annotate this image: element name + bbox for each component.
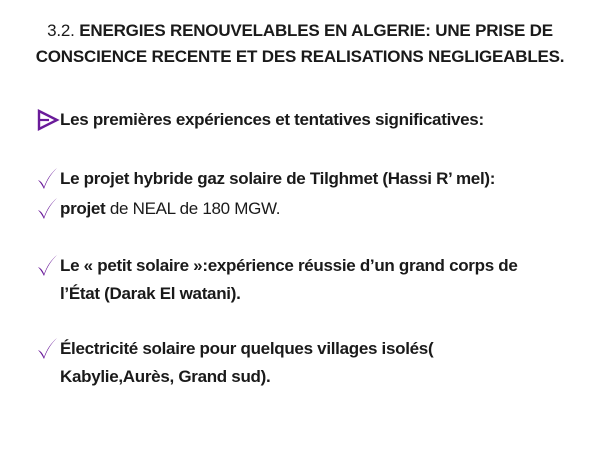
bullet-text-2: Le projet hybride gaz solaire de Tilghmet (Hassi R’ mel): [60,169,496,188]
title-line-2: CONSCIENCE RECENTE ET DES REALISATIONS NEGLIGEABLES. [35,47,565,66]
bullet-text-5-line-2: Kabylie,Aurès, Grand sud). [60,367,271,386]
bullet-text-5-line-1: Électricité solaire pour quelques villages isolés( [60,339,434,358]
bullet-text-4-line-1: Le « petit solaire »:expérience réussie d’un grand corps de [60,256,518,275]
arrow-bullet-icon [36,106,60,134]
title-line-1 [30,18,570,44]
slide-title [30,18,570,70]
check-bullet-icon [36,335,60,363]
title-number: 3.2. [47,21,75,40]
bullet-text-4-line-2: l’État (Darak El watani). [60,284,241,303]
check-bullet-icon [36,195,60,223]
bullet-text-1: Les premières expériences et tentatives significatives: [60,110,484,129]
check-bullet-icon [36,252,60,280]
bullet-text-3 [60,195,280,223]
bullet-text-3-bold: projet [60,199,106,218]
bullet-text-3-plain: de NEAL de 180 MGW. [105,199,281,218]
title-text-line-1: ENERGIES RENOUVELABLES EN ALGERIE: UNE PRISE DE [79,21,553,40]
check-bullet-icon [36,165,60,193]
